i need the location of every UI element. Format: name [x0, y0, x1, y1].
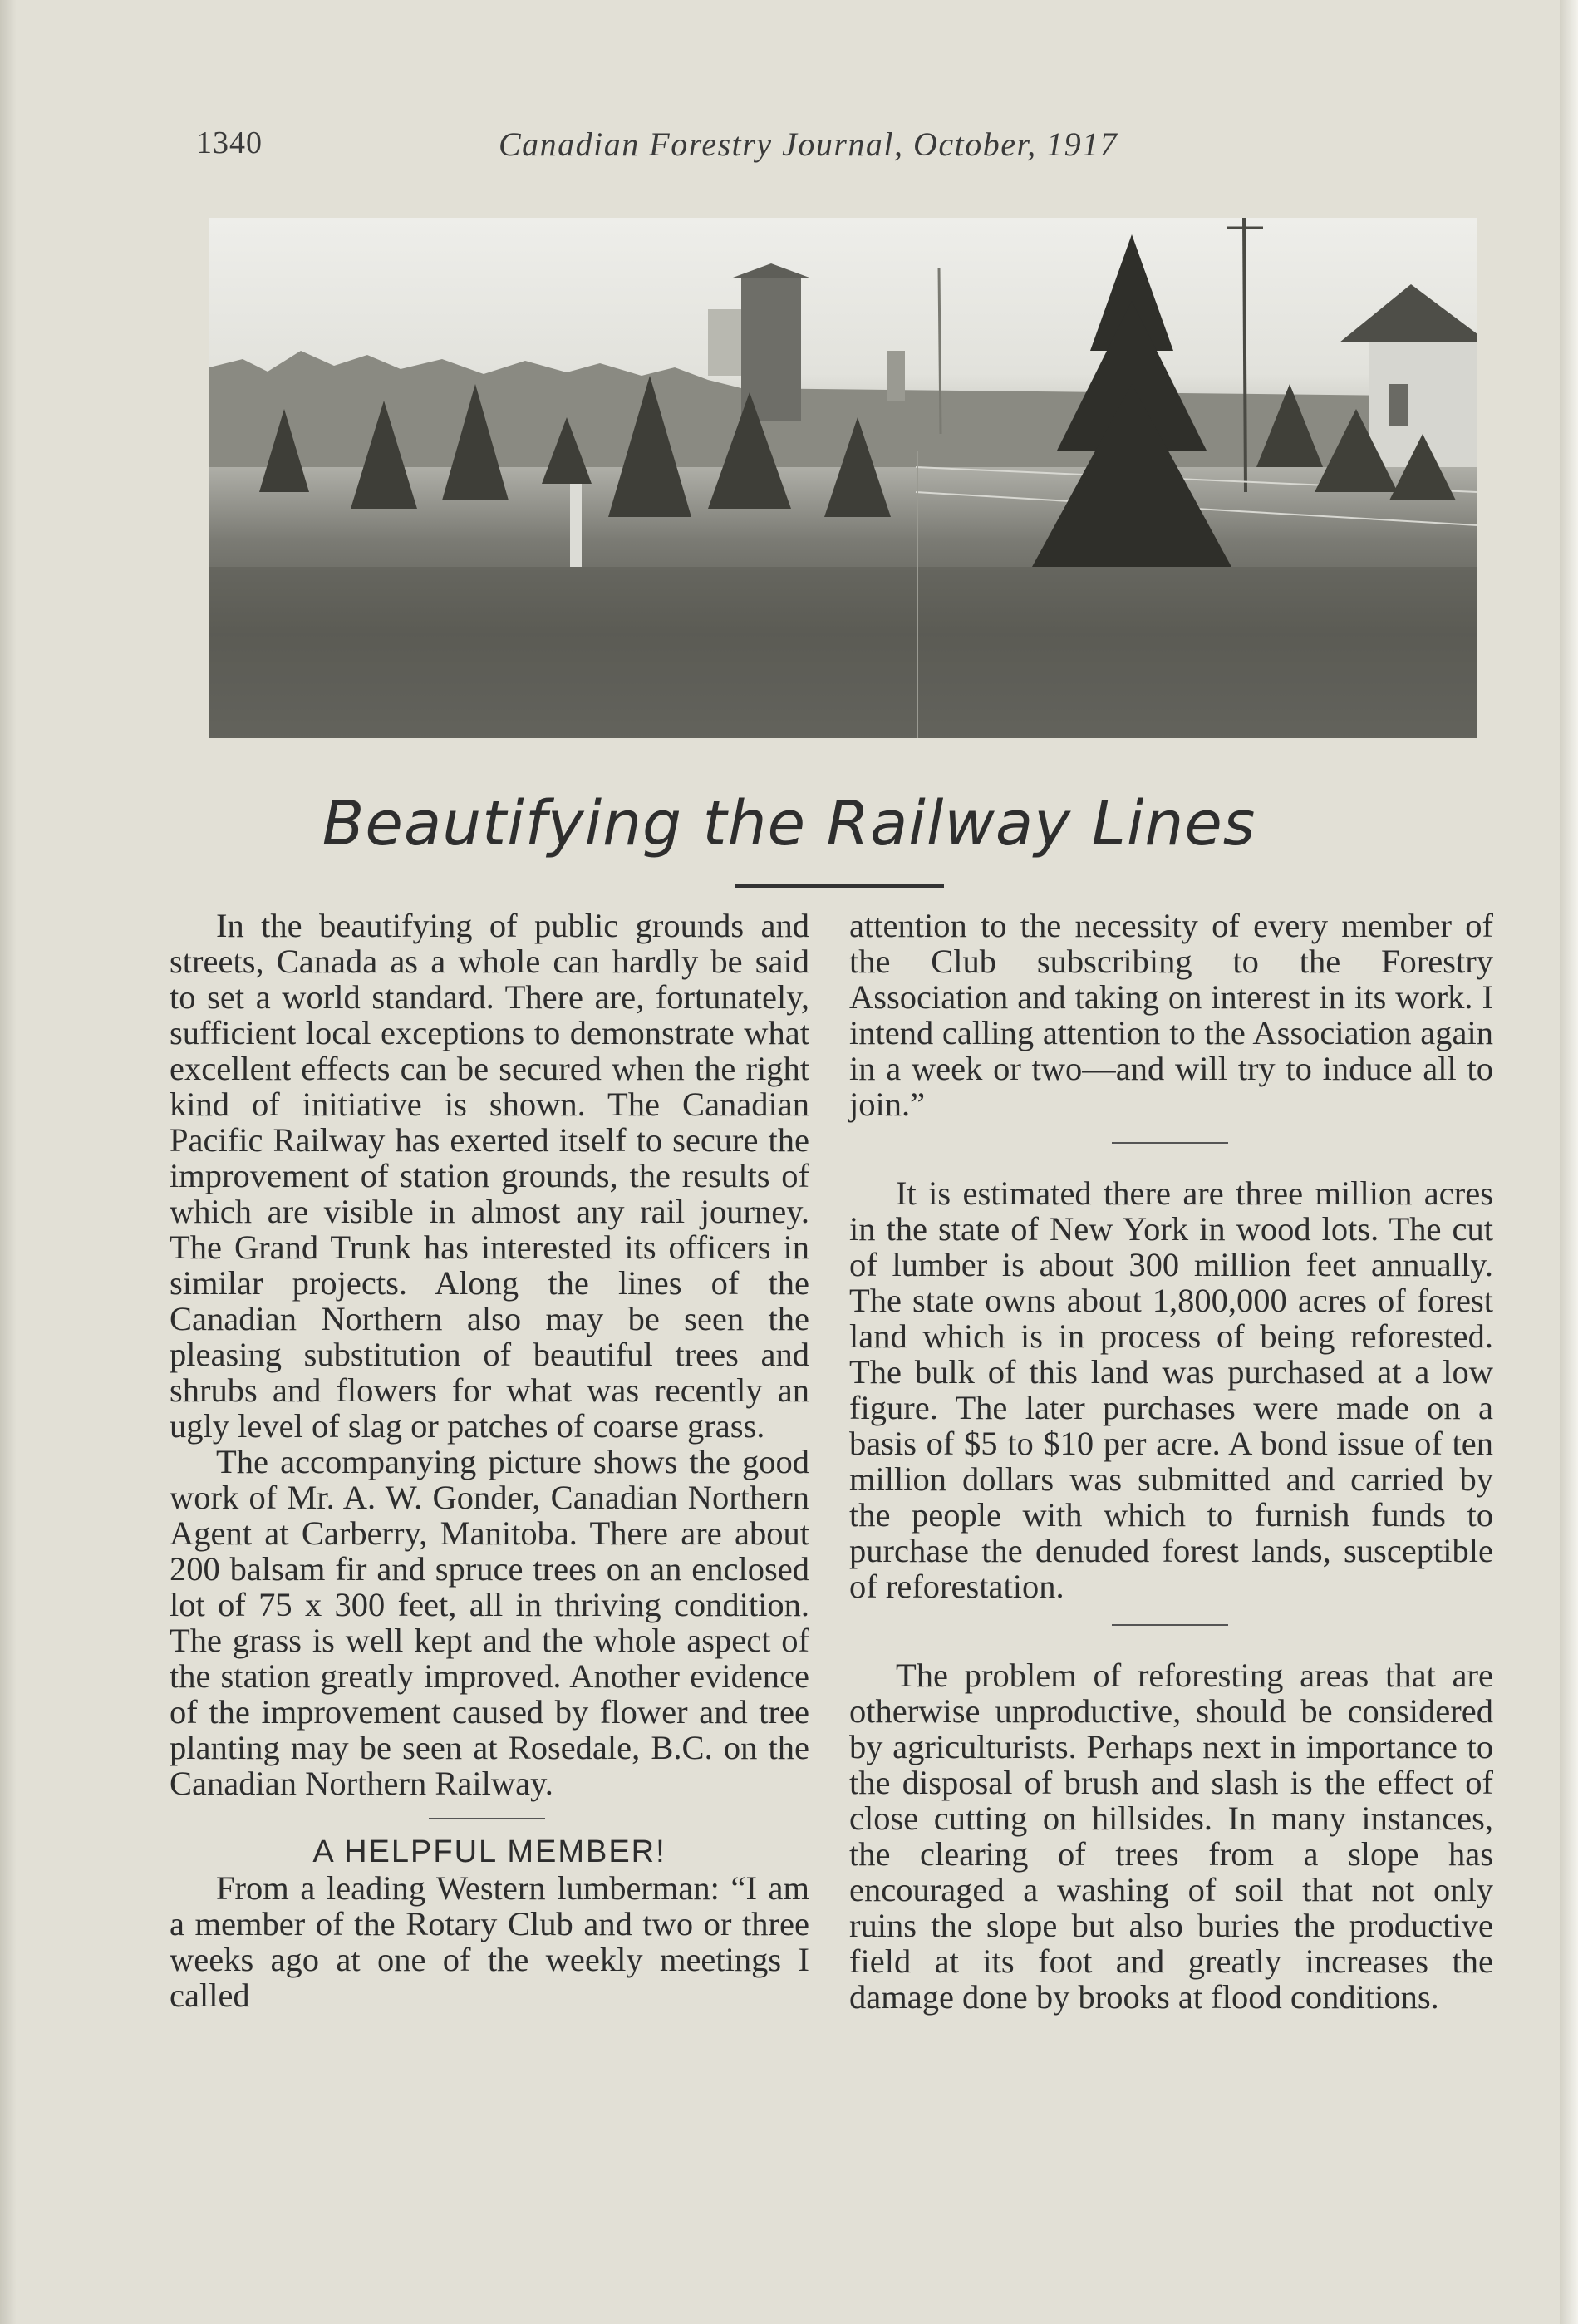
page-number: 1340	[196, 126, 263, 160]
section-divider	[1112, 1624, 1228, 1626]
article-paragraph-intro: In the beautifying of public grounds and streets, Canada as a whole can hardly be said to set a world standard. There are, fortunately, sufficient local exceptions to demonstrate what excellent effects can be secured when the right kind of initiative is shown. The Canadian Pacific Railway has exerted itself to secure the improvement of station grounds, the results of which are visible in almost any rail journey. The Grand Trunk has interested its officers in similar projects. Along the lines of the Canadian Northern also may be seen the pleasing substitution of beautiful trees and shrubs and flowers for what was recently an ugly level of slag or patches of coarse grass.	[170, 907, 809, 1445]
article-title: Beautifying the Railway Lines	[322, 788, 1256, 859]
right-column	[849, 908, 1493, 2015]
title-rule	[735, 884, 944, 888]
new-york-paragraph: It is estimated there are three million acres in the state of New York in wood lots. The cut of lumber is about 300 million feet annually. The state owns about 1,800,000 acres of forest land which is in process of being reforested. The bulk of this land was purchased at a low figure. The later purchases were made on a basis of $5 to $10 per acre. A bond issue of ten million dollars was submitted and carried by the people with which to furnish funds to purchase the denuded forest lands, susceptible of reforestation.	[849, 1174, 1493, 1605]
article-paragraph-picture: The accompanying picture shows the good work of Mr. A. W. Gonder, Canadian Northern Agent at Carberry, Manitoba. There are about 200 balsam fir and spruce trees on an enclosed lot of 75 x 300 feet, all in thriving condition. The grass is well kept and the whole aspect of the station greatly improved. Another evidence of the improvement caused by flower and tree planting may be seen at Rosedale, B.C. on the Canadian Northern Railway.	[170, 1443, 809, 1802]
reforesting-paragraph: The problem of reforesting areas that are otherwise unproductive, should be considered by agriculturists. Perhaps next in importance to the disposal of brush and slash is the effect of close cutting on hillsides. In many instances, the clearing of trees from a slope has encouraged a washing of soil that not only ruins the slope but also buries the productive field at its foot and greatly increases the damage done by brooks at flood conditions.	[849, 1657, 1493, 2016]
page-right-edge	[1560, 0, 1578, 2324]
running-head: Canadian Forestry Journal, October, 1917	[499, 126, 1118, 163]
page-header	[0, 125, 1578, 175]
helpful-member-paragraph: From a leading Western lumberman: “I am a member of the Rotary Club and two or three weeks ago at one of the weekly meetings I called	[170, 1869, 809, 2014]
helpful-member-continued: attention to the necessity of every member of the Club subscribing to the Forestry Association and taking on interest in its work. I intend calling attention to the Association again in a week or two—and will try to induce all to join.”	[849, 907, 1493, 1123]
section-divider	[429, 1818, 545, 1819]
section-divider	[1112, 1142, 1228, 1144]
left-column	[170, 908, 809, 2013]
page-left-edge	[0, 0, 17, 2324]
station-roof	[1340, 284, 1477, 342]
helpful-member-heading: A HELPFUL MEMBER!	[312, 1834, 666, 1869]
station-grounds-photo	[209, 218, 1477, 738]
photo-illustration	[209, 218, 1477, 738]
